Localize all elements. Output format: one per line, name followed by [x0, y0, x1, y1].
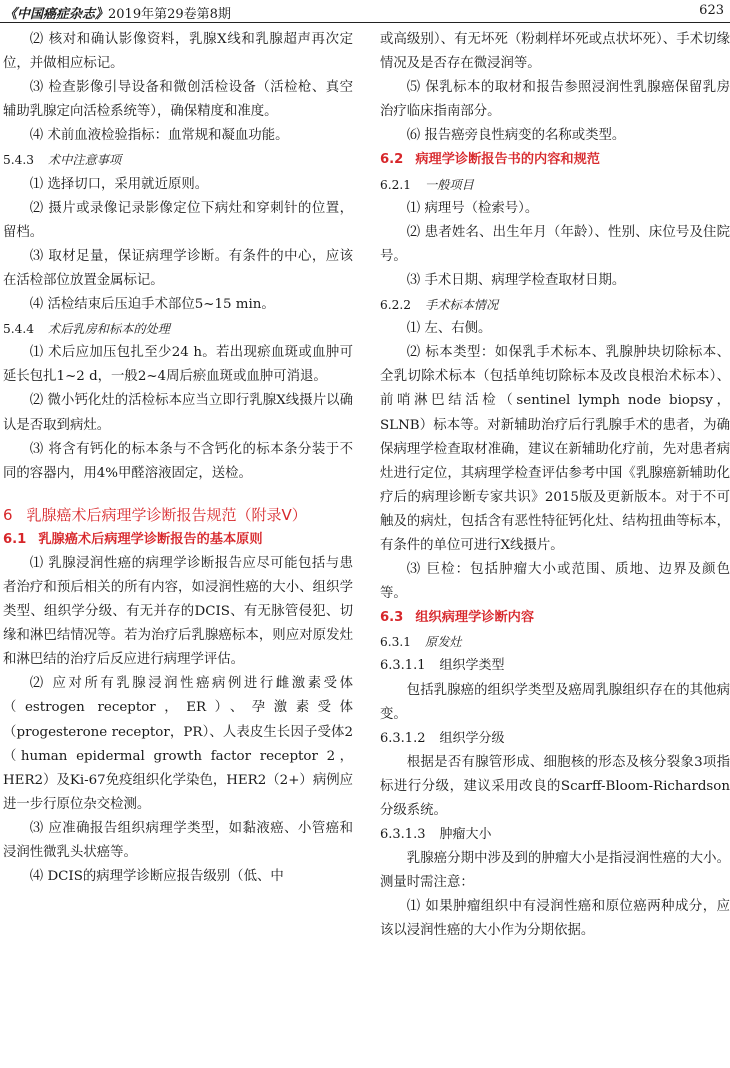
paragraph: ⑵ 微小钙化灶的活检标本应当立即行乳腺X线摄片以确认是否取到病灶。	[3, 393, 353, 433]
left-column	[3, 28, 353, 889]
section-title: 术后乳房和标本的处理	[48, 322, 170, 337]
section-heading	[380, 823, 730, 847]
paragraph: ⑷ 术前血液检验指标：血常规和凝血功能。	[29, 128, 289, 144]
section-title: 肿瘤大小	[439, 827, 492, 843]
section-title: 病理学诊断报告书的内容和规范	[415, 152, 600, 168]
section-heading	[380, 148, 730, 172]
section-heading	[380, 727, 730, 751]
page-number: 623	[699, 3, 724, 18]
journal-name: 《中国癌症杂志》	[4, 7, 109, 22]
paragraph: 乳腺癌分期中涉及到的肿瘤大小是指浸润性癌的大小。测量时需注意：	[380, 851, 730, 891]
paragraph: ⑵ 核对和确认影像资料，乳腺X线和乳腺超声再次定位，并做相应标记。	[3, 32, 353, 72]
section-number: 5.4.3	[3, 153, 35, 168]
section-title: 乳腺癌术后病理学诊断报告规范（附录Ⅴ）	[26, 505, 307, 524]
paragraph: ⑴ 选择切口，采用就近原则。	[29, 176, 209, 192]
section-number: 5.4.4	[3, 322, 35, 337]
section-heading	[3, 148, 353, 172]
section-number: 6.3.1	[380, 635, 412, 650]
paragraph: ⑵ 摄片或录像记录影像定位下病灶和穿刺针的位置，留档。	[3, 200, 353, 240]
paragraph: 根据是否有腺管形成、细胞核的形态及核分裂象3项指标进行分级，建议采用改良的Scarff-Bloom-Richardson分级系统。	[380, 754, 730, 818]
paragraph: ⑴ 乳腺浸润性癌的病理学诊断报告应尽可能包括与患者治疗和预后相关的所有内容，如浸润性癌的大小、组织学类型、组织学分级、有无并存的DCIS、有无脉管侵犯、切缘和淋巴结情况等。若为治疗后乳腺癌标本，则应对原发灶和淋巴结的治疗后反应进行病理学评估。	[3, 555, 353, 668]
section-heading	[380, 606, 730, 630]
paragraph: 或高级别）、有无坏死（粉刺样坏死或点状坏死）、手术切缘情况及是否存在微浸润等。	[380, 32, 730, 72]
paragraph: ⑶ 巨检：包括肿瘤大小或范围、质地、边界及颜色等。	[380, 562, 730, 602]
section-title: 手术标本情况	[425, 298, 499, 313]
section-heading	[3, 317, 353, 341]
issue-info: 2019年第29卷第8期	[108, 7, 231, 22]
section-number: 6.2.2	[380, 298, 412, 313]
paragraph: ⑵ 患者姓名、出生年月（年龄）、性别、床位号及住院号。	[380, 224, 730, 264]
section-title: 一般项目	[425, 177, 474, 192]
section-heading	[380, 173, 730, 197]
journal-title	[4, 3, 231, 22]
section-heading	[380, 654, 730, 678]
section-title: 组织病理学诊断内容	[415, 610, 535, 626]
paragraph: ⑷ DCIS的病理学诊断应报告级别（低、中	[29, 869, 284, 885]
section-number: 6	[3, 505, 13, 524]
paragraph: ⑶ 应准确报告组织病理学类型，如黏液癌、小管癌和浸润性微乳头状癌等。	[3, 820, 353, 860]
paragraph: ⑶ 取材足量，保证病理学诊断。有条件的中心，应该在活检部位放置金属标记。	[3, 248, 353, 288]
paragraph: ⑵ 标本类型：如保乳手术标本、乳腺肿块切除标本、全乳切除术标本（包括单纯切除标本及改良根治术标本）、前哨淋巴结活检（sentinel lymph node biopsy，SLNB）标本等。对新辅助治疗后行乳腺手术的患者，为确保病理学检查取材准确，建议在新辅助化疗前，先对患者病灶进行定位，其病理学检查评估参考中国《乳腺癌新辅助化疗后的病理诊断专家共识》2015版及更新版本。对于不可触及的病灶，包括含有恶性特征钙化灶、结构扭曲等标本，有条件的单位可进行X线摄片。	[380, 345, 730, 553]
paragraph: ⑴ 术后应加压包扎至少24 h。若出现瘀血斑或血肿可延长包扎1~2 d，一般2~4周后瘀血斑或血肿可消退。	[3, 345, 353, 385]
paragraph: ⑶ 手术日期、病理学检查取材日期。	[406, 272, 626, 288]
paragraph: ⑴ 左、右侧。	[406, 321, 492, 337]
paragraph: ⑷ 活检结束后压迫手术部位5~15 min。	[29, 297, 275, 313]
section-spacer	[3, 486, 353, 502]
section-heading	[380, 293, 730, 317]
paragraph: 包括乳腺癌的组织学类型及癌周乳腺组织存在的其他病变。	[380, 682, 730, 722]
section-number: 6.2	[380, 152, 404, 168]
paragraph: ⑹ 报告癌旁良性病变的名称或类型。	[406, 128, 626, 144]
right-column	[380, 28, 730, 944]
section-title: 原发灶	[425, 635, 462, 650]
section-heading	[3, 502, 353, 528]
header-rule	[0, 22, 730, 23]
section-number: 6.3.1.1	[380, 658, 426, 674]
paragraph: ⑵ 应对所有乳腺浸润性癌病例进行雌激素受体（estrogen receptor，ER）、孕激素受体（progesterone receptor，PR）、人表皮生长因子受体2（human epidermal growth factor receptor 2，HER2）及Ki-67免疫组织化学染色，HER2（2+）病例应进一步行原位杂交检测。	[3, 676, 353, 812]
section-number: 6.3.1.3	[380, 827, 426, 843]
paragraph: ⑸ 保乳标本的取材和报告参照浸润性乳腺癌保留乳房治疗临床指南部分。	[380, 80, 730, 120]
running-header	[0, 0, 730, 24]
section-title: 术中注意事项	[48, 153, 122, 168]
section-heading	[380, 630, 730, 654]
section-number: 6.2.1	[380, 177, 412, 192]
section-number: 6.1	[3, 531, 27, 547]
paragraph: ⑶ 检查影像引导设备和微创活检设备（活检枪、真空辅助乳腺定向活检系统等），确保精度和准度。	[3, 80, 353, 120]
paragraph: ⑶ 将含有钙化的标本条与不含钙化的标本条分装于不同的容器内，用4%甲醛溶液固定，送检。	[3, 441, 353, 481]
section-title: 组织学类型	[439, 658, 505, 674]
paragraph: ⑴ 病理号（检索号）。	[406, 200, 539, 216]
section-number: 6.3.1.2	[380, 730, 426, 746]
paragraph: ⑴ 如果肿瘤组织中有浸润性癌和原位癌两种成分，应该以浸润性癌的大小作为分期依据。	[380, 899, 730, 939]
section-title: 乳腺癌术后病理学诊断报告的基本原则	[38, 531, 263, 547]
section-title: 组织学分级	[439, 730, 505, 746]
section-number: 6.3	[380, 610, 404, 626]
section-heading	[3, 528, 353, 552]
